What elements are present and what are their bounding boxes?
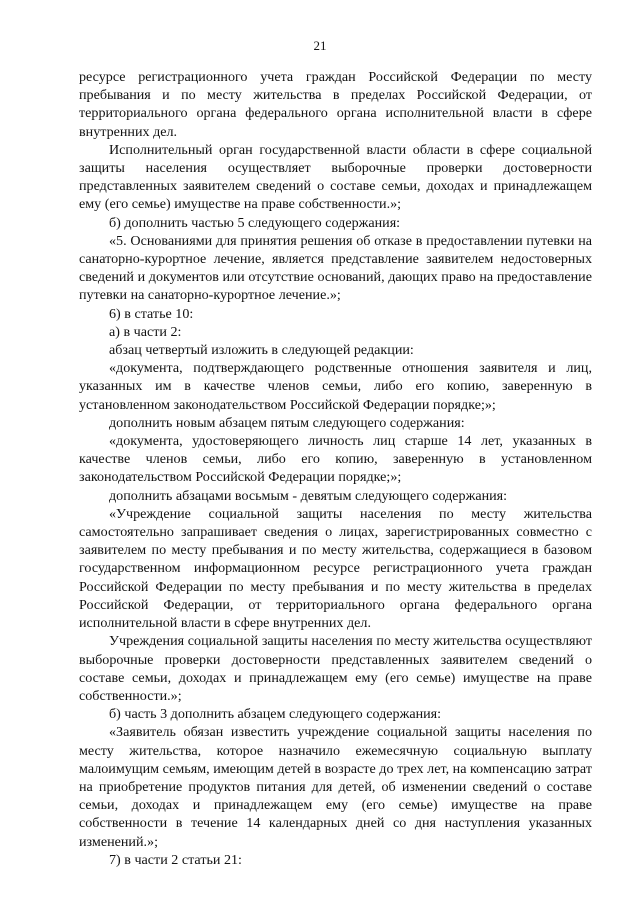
paragraph: «документа, подтверждающего родственные отношения заявителя и лиц, указанных им в качестве членов семьи, либо его копию, заверенную в установленном законодательством Российской Федерации порядке;»; <box>79 360 592 413</box>
paragraph: б) дополнить частью 5 следующего содержания: <box>109 214 401 231</box>
body-text <box>79 68 592 869</box>
paragraph: абзац четвертый изложить в следующей редакции: <box>109 342 414 359</box>
paragraph: «Заявитель обязан известить учреждение социальной защиты населения по месту жительства, которое назначило ежемесячную социальную выплату малоимущим семьям, имеющим детей в возрасте до трех лет, на компенсацию затрат на приобретение продуктов питания для детей, об изменении сведений о составе семьи, доходах и принадлежащем ему (его семье) имуществе на праве собственности в течение 14 календарных дней со дня наступления указанных изменений.»; <box>79 724 592 850</box>
paragraph: ресурсе регистрационного учета граждан Российской Федерации по месту пребывания и по месту жительства в пределах Российской Федерации, от территориального органа федерального органа исполнительной власти в сфере внутренних дел. <box>79 69 592 140</box>
paragraph: дополнить абзацами восьмым - девятым следующего содержания: <box>109 487 508 504</box>
paragraph: Учреждения социальной защиты населения по месту жительства осуществляют выборочные проверки достоверности представленных заявителем сведений о составе семьи, доходах и принадлежащем ему (его семье) имуществе на праве собственности.»; <box>79 633 592 704</box>
paragraph: 6) в статье 10: <box>109 305 194 322</box>
paragraph: «Учреждение социальной защиты населения по месту жительства самостоятельно запрашивает сведения о лицах, зарегистрированных совместно с заявителем по месту пребывания и по месту жительства, содержащиеся в базовом государственном информационном ресурсе регистрационного учета граждан Российской Федерации по месту пребывания и по месту жительства в пределах Российской Федерации, от территориального органа федерального органа исполнительной власти в сфере внутренних дел. <box>79 505 592 632</box>
paragraph: а) в части 2: <box>109 323 182 340</box>
paragraph: «документа, удостоверяющего личность лиц старше 14 лет, указанных в качестве членов семьи, либо его копию, заверенную в установленном законодательством Российской Федерации порядке;»; <box>79 433 592 486</box>
paragraph: 7) в части 2 статьи 21: <box>109 851 242 868</box>
paragraph: дополнить новым абзацем пятым следующего содержания: <box>109 414 465 431</box>
paragraph: б) часть 3 дополнить абзацем следующего содержания: <box>109 706 442 723</box>
page-number: 21 <box>313 38 327 53</box>
paragraph: «5. Основаниями для принятия решения об отказе в предоставлении путевки на санаторно-курортное лечение, является представление заявителем недостоверных сведений и документов или отсутствие оснований, дающих право на предоставление путевки на санаторно-курортное лечение.»; <box>79 232 592 304</box>
paragraph: Исполнительный орган государственной власти области в сфере социальной защиты населения осуществляет выборочные проверки достоверности представленных заявителем сведений о составе семьи, доходах и принадлежащем ему (его семье) имуществе на праве собственности.»; <box>79 141 592 213</box>
